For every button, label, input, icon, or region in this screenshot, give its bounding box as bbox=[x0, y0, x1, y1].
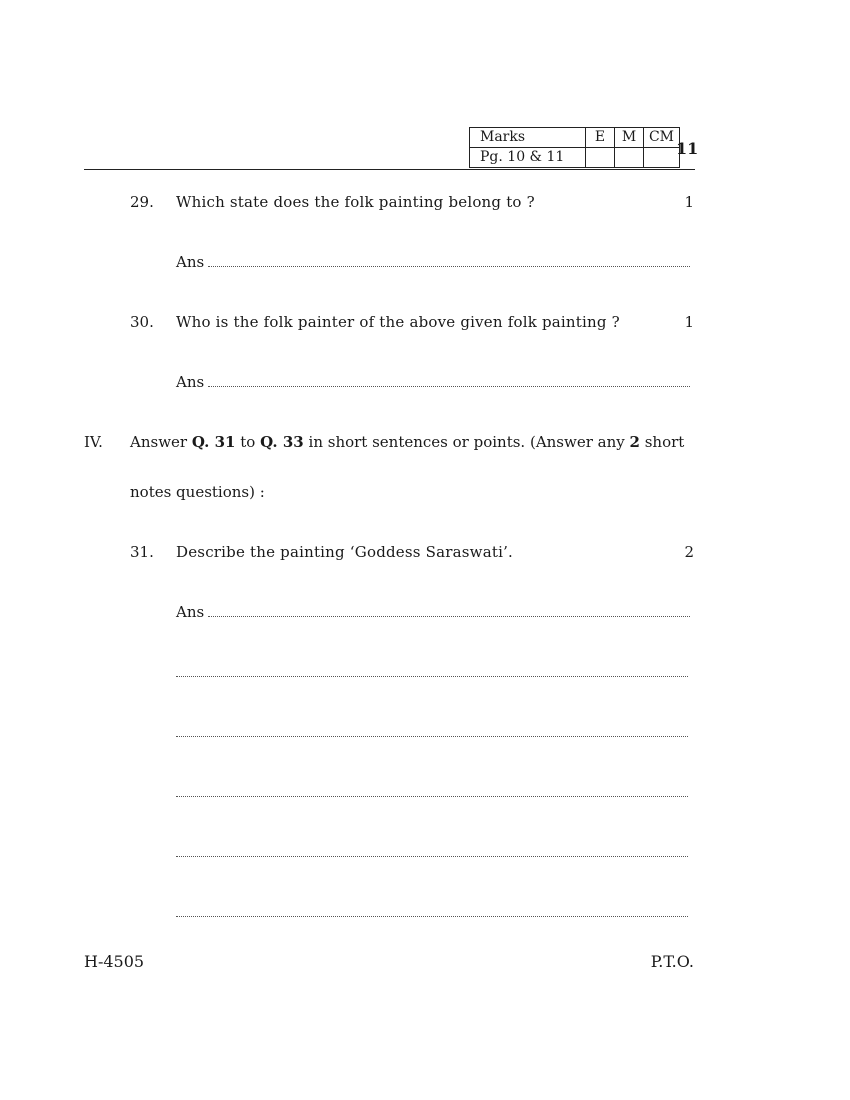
pages-label: Pg. 10 & 11 bbox=[470, 148, 586, 168]
question-29-marks: 1 bbox=[684, 193, 694, 211]
answer-dots bbox=[208, 374, 690, 387]
question-29-number: 29. bbox=[130, 193, 154, 211]
question-30-text: Who is the folk painter of the above given folk painting ? bbox=[176, 313, 620, 331]
question-30-answer-line[interactable] bbox=[176, 373, 690, 391]
answer-dots bbox=[208, 604, 690, 617]
answer-continuation-line[interactable] bbox=[176, 796, 688, 797]
ans-label: Ans bbox=[176, 253, 205, 271]
question-30-number: 30. bbox=[130, 313, 154, 331]
section-instruction bbox=[130, 433, 695, 451]
question-31-number: 31. bbox=[130, 543, 154, 561]
marks-label: Marks bbox=[470, 128, 586, 148]
section-instruction-line2: notes questions) : bbox=[130, 483, 265, 501]
question-31-text: Describe the painting ‘Goddess Saraswati’. bbox=[176, 543, 514, 561]
instr-text: Answer bbox=[130, 433, 192, 451]
instr-count: 2 bbox=[629, 433, 640, 451]
col-cm-cell bbox=[644, 148, 680, 168]
ans-label: Ans bbox=[176, 603, 205, 621]
instr-text: to bbox=[235, 433, 261, 451]
question-29-answer-line[interactable] bbox=[176, 253, 690, 271]
header-rule bbox=[84, 169, 695, 170]
instr-q-start: Q. 31 bbox=[191, 433, 236, 451]
page-number: 11 bbox=[676, 139, 699, 158]
col-cm-header: CM bbox=[644, 128, 680, 148]
col-e-header: E bbox=[586, 128, 615, 148]
answer-continuation-line[interactable] bbox=[176, 736, 688, 737]
col-e-cell bbox=[586, 148, 615, 168]
col-m-header: M bbox=[615, 128, 644, 148]
question-30-marks: 1 bbox=[684, 313, 694, 331]
question-31-answer-line[interactable] bbox=[176, 603, 690, 621]
pto-label: P.T.O. bbox=[650, 952, 694, 971]
question-31-marks: 2 bbox=[684, 543, 694, 561]
instr-text: in short sentences or points. (Answer any bbox=[303, 433, 630, 451]
question-29-text: Which state does the folk painting belong to ? bbox=[176, 193, 535, 211]
answer-dots bbox=[208, 254, 690, 267]
paper-code: H-4505 bbox=[84, 952, 145, 971]
instr-text: short bbox=[639, 433, 685, 451]
answer-continuation-line[interactable] bbox=[176, 916, 688, 917]
section-number: IV. bbox=[84, 433, 103, 451]
answer-continuation-line[interactable] bbox=[176, 676, 688, 677]
answer-continuation-line[interactable] bbox=[176, 856, 688, 857]
col-m-cell bbox=[615, 148, 644, 168]
ans-label: Ans bbox=[176, 373, 205, 391]
marks-table bbox=[469, 127, 680, 168]
instr-q-end: Q. 33 bbox=[260, 433, 304, 451]
